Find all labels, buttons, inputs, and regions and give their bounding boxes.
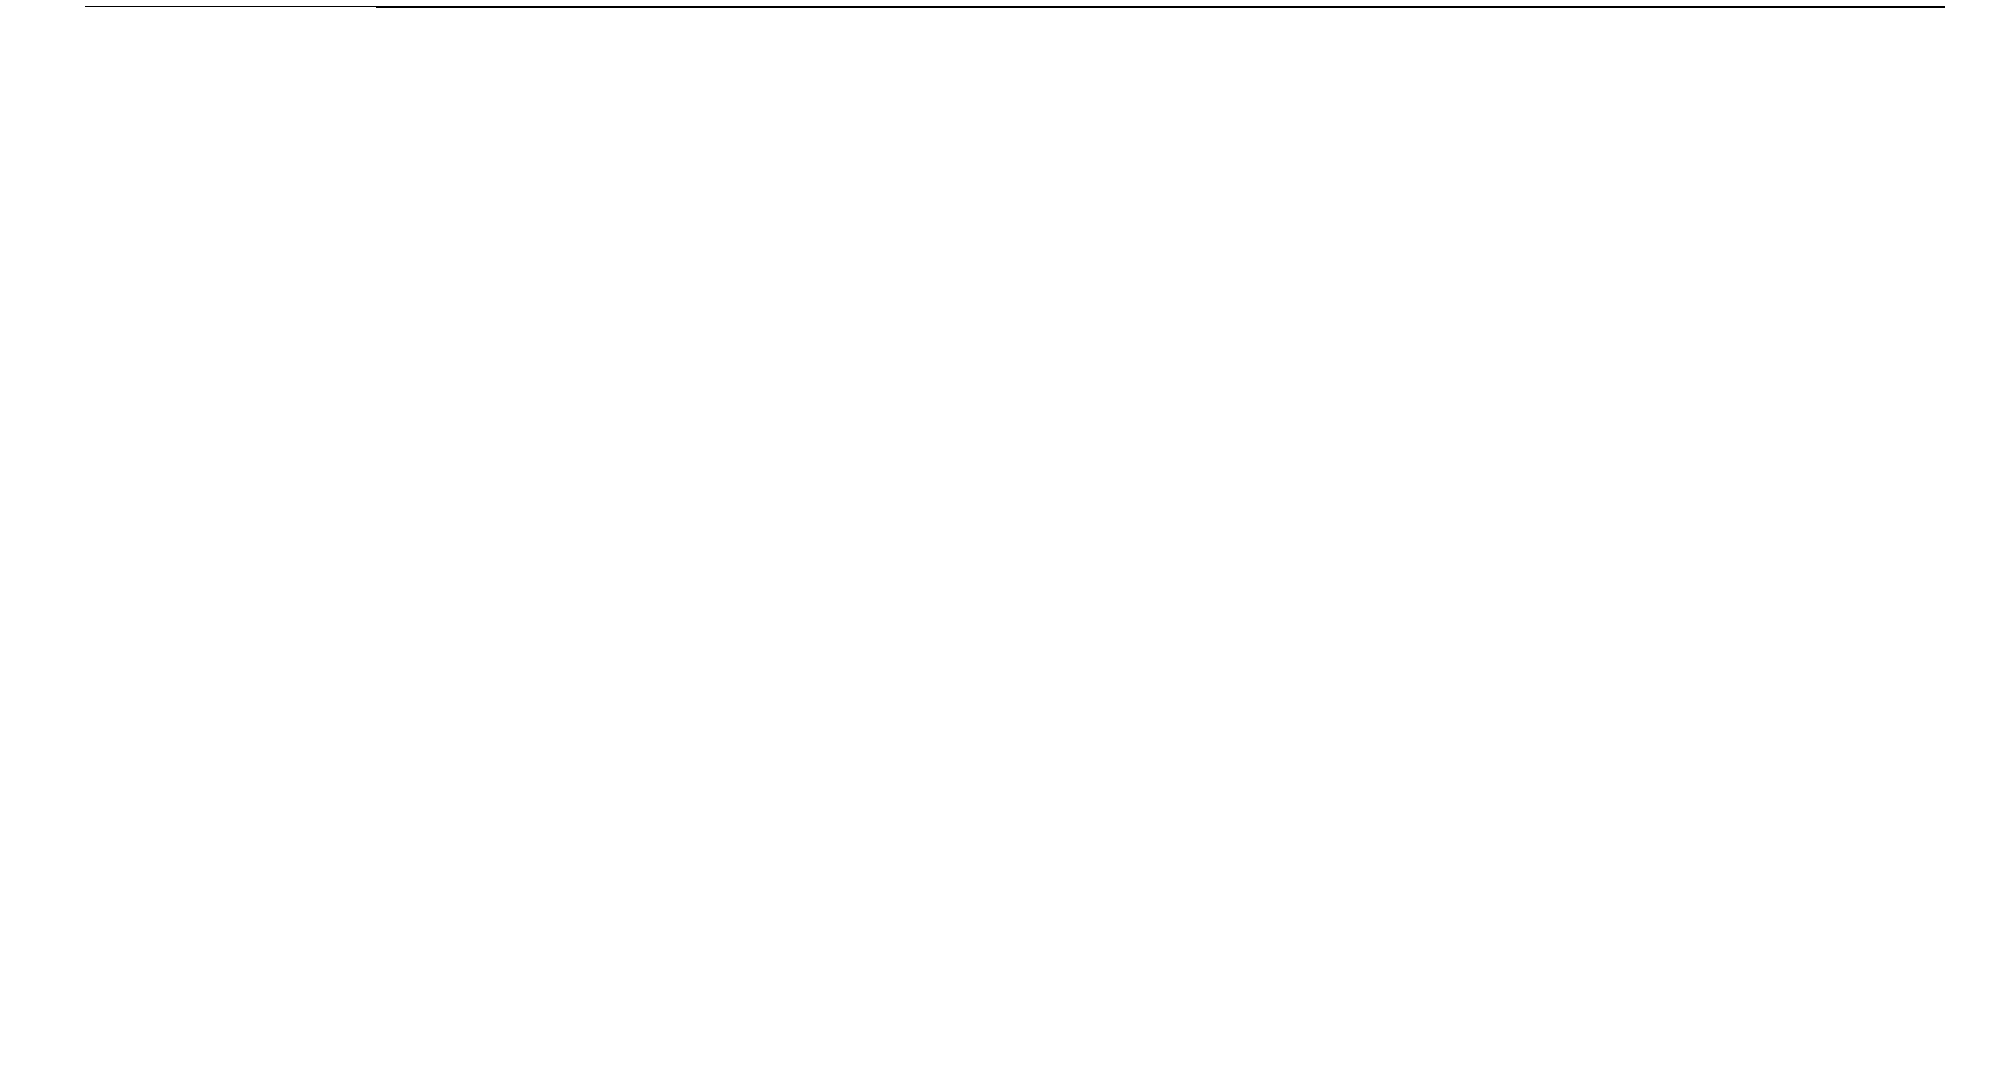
results-table [85, 6, 1945, 10]
group-rule-row [85, 8, 1945, 10]
results-table-container [85, 6, 1945, 10]
